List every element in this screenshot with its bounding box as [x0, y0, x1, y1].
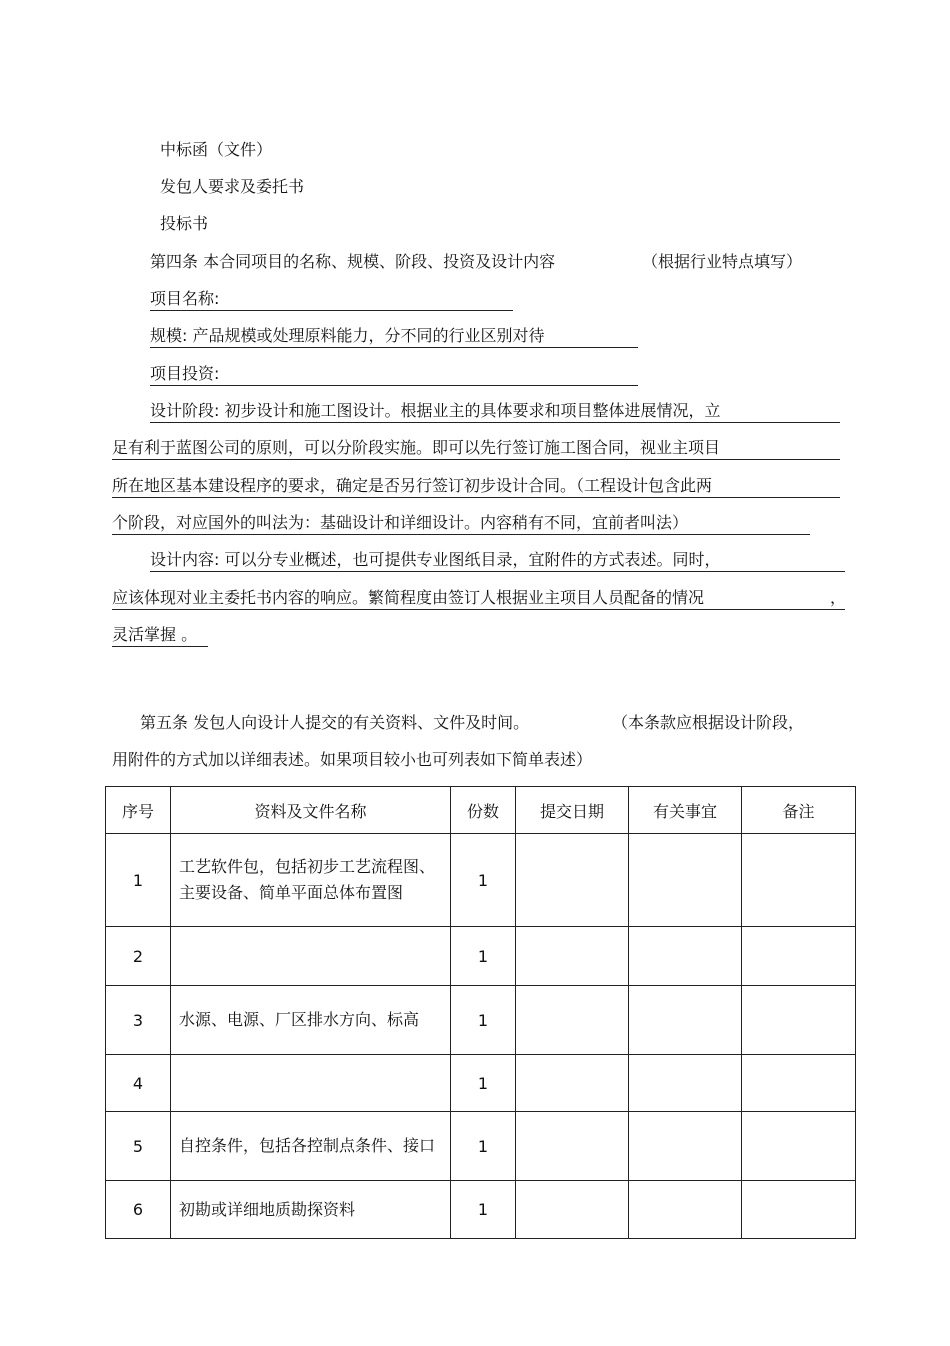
design-content-line-1: 设计内容: 可以分专业概述，也可提供专业图纸目录，宜附件的方式表述。同时，	[150, 549, 845, 572]
design-content-line-2	[112, 587, 845, 610]
design-content-line-2-text: 应该体现对业主委托书内容的响应。繁简程度由签订人根据业主项目人员配备的情况	[112, 588, 705, 607]
cell-date	[516, 834, 629, 927]
col-header-name: 资料及文件名称	[171, 787, 451, 834]
article4-note: （根据行业特点填写）	[642, 252, 803, 271]
cell-copies: 1	[451, 1181, 516, 1239]
cell-matters	[629, 1181, 742, 1239]
cell-copies: 1	[451, 1112, 516, 1181]
project-name-label: 项目名称:	[150, 289, 220, 308]
cell-remark	[742, 927, 856, 986]
cell-matters	[629, 1055, 742, 1112]
col-header-copies: 份数	[451, 787, 516, 834]
cell-copies: 1	[451, 986, 516, 1055]
cell-copies: 1	[451, 1055, 516, 1112]
col-header-remark: 备注	[742, 787, 856, 834]
cell-remark	[742, 834, 856, 927]
table-row	[106, 927, 856, 986]
design-stage-line-1: 设计阶段: 初步设计和施工图设计。根据业主的具体要求和项目整体进展情况，立	[150, 400, 840, 423]
scale-line: 规模: 产品规模或处理原料能力，分不同的行业区别对待	[150, 325, 638, 348]
article5-note: （本条款应根据设计阶段，	[612, 713, 805, 732]
investment-field	[150, 363, 638, 386]
cell-no: 3	[106, 986, 171, 1055]
article4-heading: 第四条 本合同项目的名称、规模、阶段、投资及设计内容	[150, 252, 556, 271]
cell-copies: 1	[451, 834, 516, 927]
cell-copies: 1	[451, 927, 516, 986]
investment-label: 项目投资:	[150, 364, 220, 383]
design-stage-line-3: 所在地区基本建设程序的要求，确定是否另行签订初步设计合同。（工程设计包含此两	[112, 475, 840, 498]
cell-name: 工艺软件包，包括初步工艺流程图、主要设备、简单平面总体布置图	[171, 834, 451, 927]
cell-matters	[629, 986, 742, 1055]
col-header-matters: 有关事宜	[629, 787, 742, 834]
cell-remark	[742, 1112, 856, 1181]
cell-no: 2	[106, 927, 171, 986]
cell-no: 6	[106, 1181, 171, 1239]
design-content-line-3: 灵活掌握 。	[112, 624, 208, 647]
cell-date	[516, 1181, 629, 1239]
article5-line-2: 用附件的方式加以详细表述。如果项目较小也可列表如下简单表述）	[112, 750, 593, 769]
design-stage-line-2: 足有利于蓝图公司的原则，可以分阶段实施。即可以先行签订施工图合同，视业主项目	[112, 437, 840, 460]
cell-date	[516, 927, 629, 986]
design-stage-line-4: 个阶段，对应国外的叫法为：基础设计和详细设计。内容稍有不同，宜前者叫法）	[112, 512, 810, 535]
cell-name: 自控条件，包括各控制点条件、接口	[171, 1112, 451, 1181]
col-header-no: 序号	[106, 787, 171, 834]
table-row	[106, 1055, 856, 1112]
cell-date	[516, 1055, 629, 1112]
cell-name	[171, 927, 451, 986]
cell-matters	[629, 834, 742, 927]
table-row	[106, 1181, 856, 1239]
table-header-row	[106, 787, 856, 834]
cell-date	[516, 986, 629, 1055]
cell-no: 4	[106, 1055, 171, 1112]
doc-item-requirements: 发包人要求及委托书	[160, 177, 305, 196]
trailing-comma: ，	[830, 588, 847, 607]
col-header-date: 提交日期	[516, 787, 629, 834]
cell-date	[516, 1112, 629, 1181]
cell-name: 初勘或详细地质勘探资料	[171, 1181, 451, 1239]
documents-table	[105, 786, 856, 1239]
cell-remark	[742, 1181, 856, 1239]
cell-remark	[742, 1055, 856, 1112]
article5-heading: 第五条 发包人向设计人提交的有关资料、文件及时间。	[140, 713, 530, 732]
table-row	[106, 834, 856, 927]
cell-remark	[742, 986, 856, 1055]
cell-no: 5	[106, 1112, 171, 1181]
table-row	[106, 986, 856, 1055]
cell-name: 水源、电源、厂区排水方向、标高	[171, 986, 451, 1055]
project-name-field	[150, 288, 513, 311]
cell-matters	[629, 1112, 742, 1181]
table-row	[106, 1112, 856, 1181]
doc-item-bid-award: 中标函（文件）	[160, 140, 273, 159]
doc-item-tender: 投标书	[160, 214, 209, 233]
cell-no: 1	[106, 834, 171, 927]
cell-matters	[629, 927, 742, 986]
cell-name	[171, 1055, 451, 1112]
